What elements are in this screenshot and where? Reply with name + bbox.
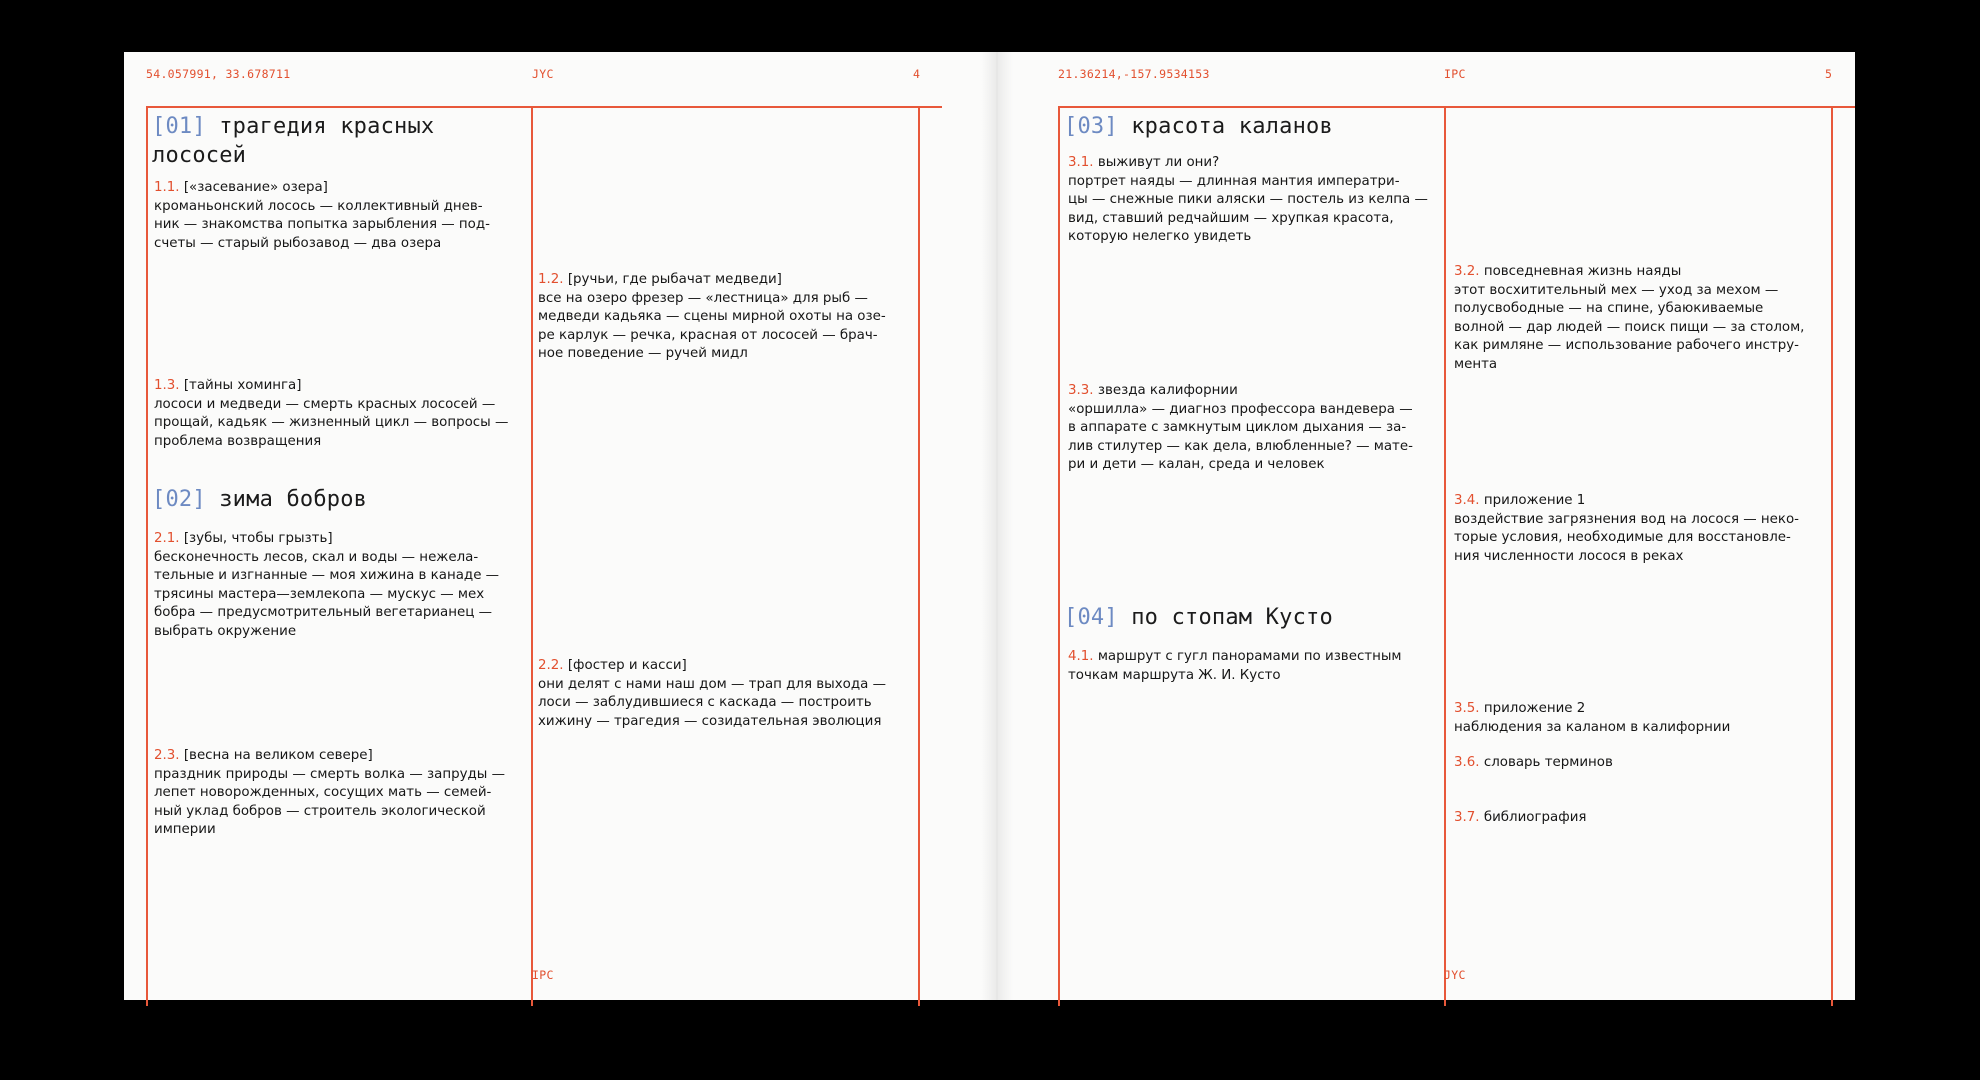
entry-line: медведи кадьяка — сцены мирной охоты на озе- [538, 309, 886, 325]
entry-line: праздник природы — смерть волка — запруды — [154, 766, 506, 782]
entry-line: ное поведение — ручей мидл [538, 346, 748, 362]
toc-entry [1068, 382, 1413, 475]
entry-line: бобра — предусмотрительный вегетарианец — [154, 605, 493, 621]
book-spread [124, 52, 1855, 1000]
toc-entry [154, 747, 505, 840]
entry-number: 1.3. [154, 378, 180, 393]
entry-line: прощай, кадьяк — жизненный цикл — вопросы — [154, 415, 509, 431]
toc-entry [1454, 754, 1613, 773]
right-code-top: IPC [1444, 67, 1466, 81]
entry-line: ния численности лосося в реках [1454, 548, 1684, 564]
entry-line: лоси — заблудившиеся с каскада — построить [538, 695, 872, 711]
entry-line: этот восхитительный мех — уход за мехом — [1454, 282, 1779, 298]
entry-number: 2.2. [538, 658, 564, 673]
left-page-number: 4 [913, 67, 921, 81]
section-heading [152, 112, 434, 170]
entry-title: маршрут с гугл панорамами по известным [1097, 649, 1402, 664]
entry-line: все на озеро фрезер — «лестница» для рыб — [538, 290, 868, 306]
toc-entry [1068, 154, 1428, 247]
entry-number: 1.2. [538, 272, 564, 287]
right-column-rule-2 [1444, 106, 1446, 1006]
entry-title: библиография [1483, 810, 1587, 825]
entry-title: выживут ли они? [1097, 155, 1220, 170]
entry-number: 2.1. [154, 531, 180, 546]
entry-line: наблюдения за каланом в калифорнии [1454, 719, 1731, 735]
entry-line: лепет новорожденных, сосущих мать — семей- [154, 785, 492, 801]
entry-line: которую нелегко увидеть [1068, 229, 1252, 245]
entry-title: [зубы, чтобы грызть] [183, 531, 333, 546]
entry-line: как римляне — использование рабочего инстру- [1454, 338, 1799, 354]
entry-number: 3.6. [1454, 755, 1480, 770]
left-coordinates: 54.057991, 33.678711 [146, 67, 291, 81]
entry-title: [тайны хоминга] [183, 378, 302, 393]
entry-line: цы — снежные пики аляски — постель из келпа — [1068, 192, 1428, 208]
entry-line: мента [1454, 356, 1498, 372]
section-number: [03] [1064, 114, 1118, 139]
entry-line: ри и дети — калан, среда и человек [1068, 457, 1325, 473]
entry-line: счеты — старый рыбозавод — два озера [154, 235, 442, 251]
section-number: [04] [1064, 605, 1118, 630]
toc-entry [154, 179, 490, 253]
entry-title: [весна на великом севере] [183, 748, 373, 763]
entry-title: приложение 1 [1483, 493, 1586, 508]
entry-line: полусвободные — на спине, убаюкиваемые [1454, 301, 1764, 317]
left-header-rule [146, 106, 942, 108]
entry-number: 3.4. [1454, 493, 1480, 508]
left-code-bottom: IPC [532, 968, 554, 982]
toc-entry [538, 271, 886, 364]
entry-title: [фостер и касси] [567, 658, 687, 673]
entry-title: [«засевание» озера] [183, 180, 328, 195]
entry-line: лив стилутер — как дела, влюбленные? — мате- [1068, 438, 1413, 454]
entry-line: лососи и медведи — смерть красных лососей — [154, 396, 496, 412]
toc-entry [154, 377, 508, 451]
entry-line: империи [154, 822, 216, 838]
entry-line: ре карлук — речка, красная от лососей — брач- [538, 327, 878, 343]
entry-title: приложение 2 [1483, 701, 1586, 716]
entry-line: торые условия, необходимые для восстановле- [1454, 530, 1791, 546]
toc-entry [1454, 263, 1804, 375]
entry-number: 2.3. [154, 748, 180, 763]
left-code-top: JYC [532, 67, 554, 81]
entry-line: воздействие загрязнения вод на лосося — неко- [1454, 511, 1800, 527]
entry-line: ник — знакомства попытка зарыбления — под- [154, 217, 490, 233]
entry-title: звезда калифорнии [1097, 383, 1238, 398]
entry-line: волной — дар людей — поиск пищи — за столом, [1454, 319, 1805, 335]
entry-line: ный уклад бобров — строитель экологической [154, 803, 486, 819]
section-title: зима бобров [219, 487, 368, 512]
entry-line: они делят с нами наш дом — трап для выхода — [538, 676, 886, 692]
entry-title: словарь терминов [1483, 755, 1613, 770]
left-column-rule-2 [531, 106, 533, 1006]
entry-title: повседневная жизнь наяды [1483, 264, 1682, 279]
toc-entry [1454, 492, 1799, 566]
right-page-number: 5 [1825, 67, 1833, 81]
toc-entry [538, 657, 886, 731]
entry-number: 3.3. [1068, 383, 1094, 398]
toc-entry [1454, 809, 1586, 828]
entry-number: 1.1. [154, 180, 180, 195]
entry-title: [ручьи, где рыбачат медведи] [567, 272, 782, 287]
left-column-rule-3 [918, 106, 920, 1006]
entry-line: хижину — трагедия — созидательная эволюция [538, 713, 882, 729]
section-title: трагедия красных [219, 114, 435, 139]
entry-line: в аппарате с замкнутым циклом дыхания — за- [1068, 420, 1407, 436]
left-column-rule-1 [146, 106, 148, 1006]
entry-number: 3.5. [1454, 701, 1480, 716]
entry-line: бесконечность лесов, скал и воды — нежела- [154, 549, 479, 565]
entry-number: 3.1. [1068, 155, 1094, 170]
book-gutter [981, 52, 1013, 1000]
entry-number: 3.7. [1454, 810, 1480, 825]
right-header-rule [1058, 106, 1855, 108]
section-title-line2: лососей [152, 143, 247, 168]
section-heading [1064, 112, 1333, 141]
section-title: красота каланов [1131, 114, 1333, 139]
entry-line: вид, ставший редчайшим — хрупкая красота, [1068, 210, 1394, 226]
section-title: по стопам Кусто [1131, 605, 1333, 630]
toc-entry [1454, 700, 1730, 737]
right-coordinates: 21.36214,-157.9534153 [1058, 67, 1210, 81]
entry-line: кроманьонский лосось — коллективный днев- [154, 198, 483, 214]
section-number: [02] [152, 487, 206, 512]
right-code-bottom: JYC [1444, 968, 1466, 982]
entry-number: 3.2. [1454, 264, 1480, 279]
entry-number: 4.1. [1068, 649, 1094, 664]
right-column-rule-1 [1058, 106, 1060, 1006]
entry-line: проблема возвращения [154, 433, 322, 449]
entry-line: тельные и изгнанные — моя хижина в канаде — [154, 568, 500, 584]
entry-line: выбрать окружение [154, 623, 297, 639]
section-heading [152, 485, 367, 514]
right-column-rule-3 [1831, 106, 1833, 1006]
entry-line: трясины мастера—землекопа — мускус — мех [154, 586, 485, 602]
toc-entry [1068, 648, 1402, 685]
entry-line: «оршилла» — диагноз профессора вандевера — [1068, 401, 1413, 417]
section-number: [01] [152, 114, 206, 139]
entry-line: портрет наяды — длинная мантия императри- [1068, 173, 1400, 189]
toc-entry [154, 530, 499, 642]
section-heading [1064, 603, 1333, 632]
entry-line: точкам маршрута Ж. И. Кусто [1068, 667, 1281, 683]
